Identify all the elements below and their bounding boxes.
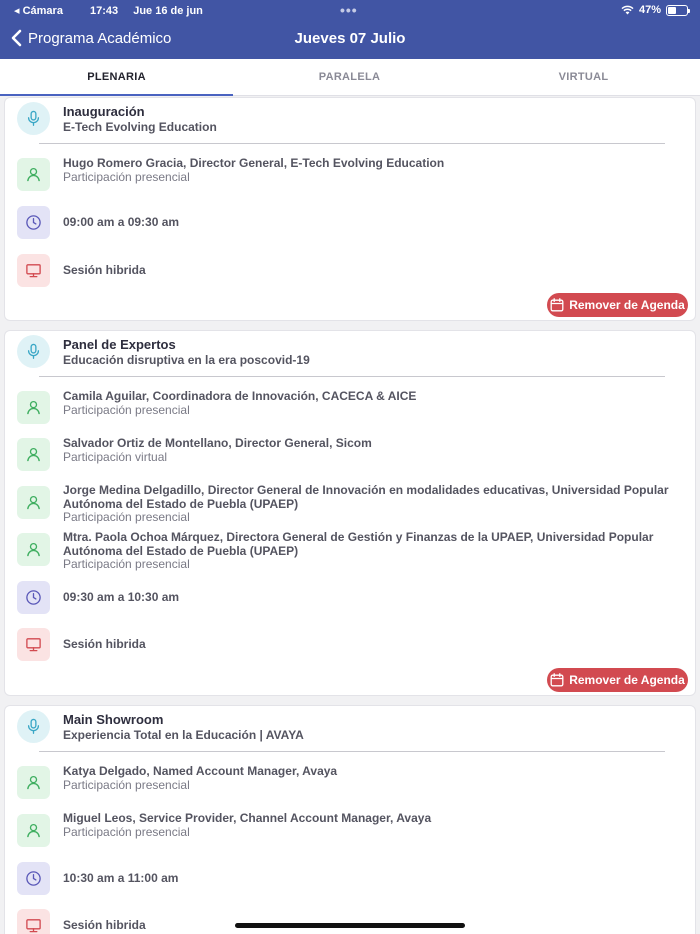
speaker-name: Jorge Medina Delgadillo, Director General de Innovación en modalidades educativas, Universidad Popular Autónoma del Estado de Puebla (UPAEP) (63, 483, 669, 511)
speaker-name: Hugo Romero Gracia, Director General, E-Tech Evolving Education (63, 156, 445, 170)
tab-bar (0, 59, 700, 96)
tab-virtual[interactable]: VIRTUAL (558, 71, 609, 83)
person-icon (17, 766, 50, 799)
microphone-icon (17, 102, 50, 135)
session-card (4, 330, 696, 696)
tab-plenaria[interactable]: PLENARIA (0, 59, 233, 96)
session-card (4, 705, 696, 934)
battery-icon (666, 5, 688, 16)
person-icon (17, 438, 50, 471)
clock-icon (17, 581, 50, 614)
participation-mode: Participación presencial (63, 402, 190, 417)
back-label: Programa Académico (28, 29, 172, 47)
session-time: 09:30 am a 10:30 am (63, 590, 180, 604)
microphone-icon (17, 710, 50, 743)
status-bar (0, 0, 700, 20)
session-format: Sesión hibrida (63, 637, 146, 651)
session-subtitle: E-Tech Evolving Education (63, 119, 217, 134)
speaker-name: Camila Aguilar, Coordinadora de Innovación, CACECA & AICE (63, 389, 417, 403)
nav-bar (0, 20, 700, 59)
back-to-app[interactable]: ◂ Cámara (14, 5, 63, 17)
clock-icon (17, 206, 50, 239)
person-icon (17, 158, 50, 191)
clock-icon (17, 862, 50, 895)
session-format: Sesión hibrida (63, 263, 146, 277)
tab-paralela[interactable]: PARALELA (318, 71, 381, 83)
speaker-name: Miguel Leos, Service Provider, Channel Account Manager, Avaya (63, 811, 432, 825)
top-bar (0, 0, 700, 59)
person-icon (17, 533, 50, 566)
wifi-icon (621, 5, 634, 15)
home-indicator[interactable] (235, 923, 465, 928)
participation-mode: Participación presencial (63, 169, 190, 184)
remove-from-agenda-button[interactable]: Remover de Agenda (547, 293, 688, 317)
session-subtitle: Educación disruptiva en la era poscovid-19 (63, 352, 310, 367)
session-time: 10:30 am a 11:00 am (63, 871, 179, 885)
microphone-icon (17, 335, 50, 368)
page-title: Jueves 07 Julio (294, 30, 406, 47)
monitor-icon (17, 628, 50, 661)
divider (39, 376, 665, 377)
session-subtitle: Experiencia Total en la Educación | AVAYA (63, 727, 304, 742)
session-time: 09:00 am a 09:30 am (63, 215, 180, 229)
divider (39, 751, 665, 752)
status-date: Jue 16 de jun (133, 5, 203, 17)
battery-percent: 47% (638, 4, 661, 16)
calendar-icon (550, 298, 564, 312)
monitor-icon (17, 909, 50, 934)
speaker-name: Katya Delgado, Named Account Manager, Avaya (63, 764, 338, 778)
session-title: Inauguración (63, 104, 145, 119)
person-icon (17, 391, 50, 424)
speaker-name: Mtra. Paola Ochoa Márquez, Directora General de Gestión y Finanzas de la UPAEP, Universidad Popular Autónoma del Estado de Puebla (UPAEP) (63, 530, 654, 558)
divider (39, 143, 665, 144)
participation-mode: Participación virtual (63, 449, 168, 464)
session-card (4, 97, 696, 321)
participation-mode: Participación presencial (63, 777, 190, 792)
session-title: Panel de Expertos (63, 337, 176, 352)
speaker-name: Salvador Ortiz de Montellano, Director General, Sicom (63, 436, 372, 450)
session-title: Main Showroom (63, 712, 164, 727)
status-time: 17:43 (90, 5, 119, 17)
participation-mode: Participación presencial (63, 557, 190, 571)
person-icon (17, 486, 50, 519)
calendar-icon (550, 673, 564, 687)
person-icon (17, 814, 50, 847)
remove-from-agenda-button[interactable]: Remover de Agenda (547, 668, 688, 692)
monitor-icon (17, 254, 50, 287)
multitasking-dots[interactable]: ••• (340, 2, 358, 18)
participation-mode: Participación presencial (63, 824, 190, 839)
session-format: Sesión hibrida (63, 918, 146, 932)
participation-mode: Participación presencial (63, 510, 190, 524)
